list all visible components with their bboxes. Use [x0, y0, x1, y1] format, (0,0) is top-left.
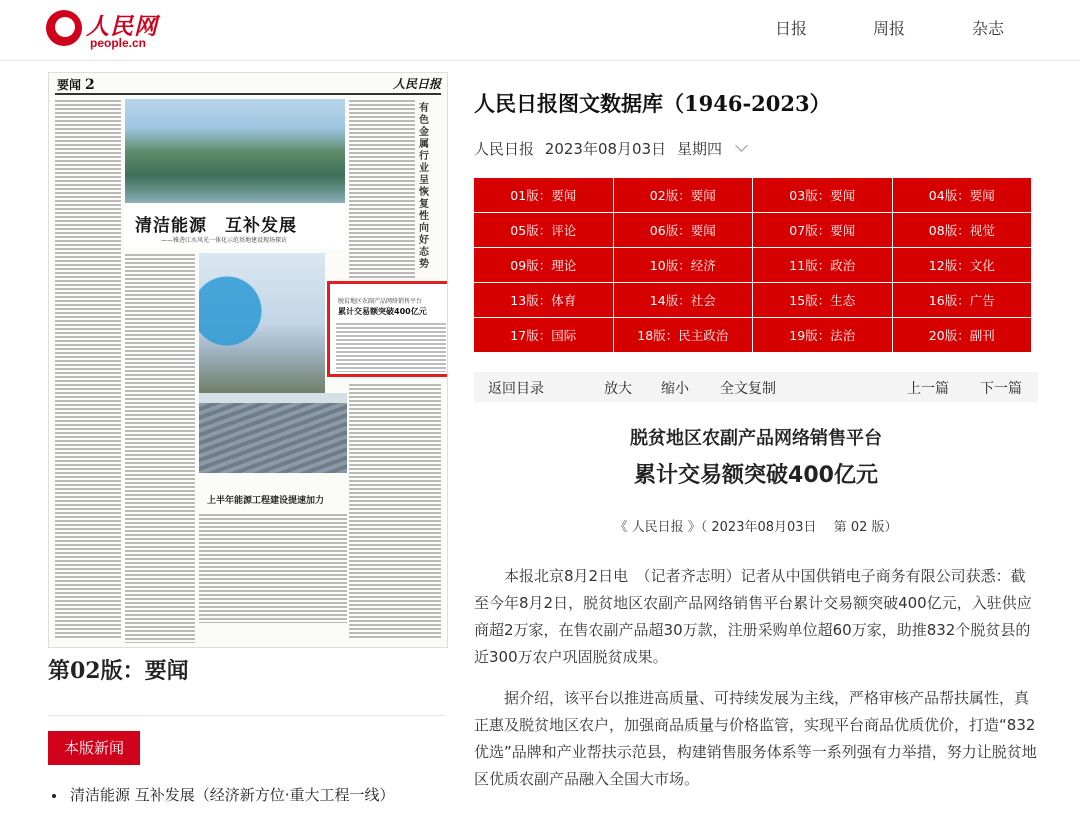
edition-link[interactable]: 10版：经济: [614, 248, 753, 282]
paper-photo-reservoir: [125, 99, 345, 217]
back-to-index-button[interactable]: 返回目录: [488, 381, 544, 397]
section-news-button[interactable]: 本版新闻: [48, 731, 140, 765]
chevron-down-icon[interactable]: [735, 139, 748, 152]
edition-link[interactable]: 05版：评论: [474, 213, 613, 247]
paper-page-section: 要闻 2: [57, 77, 95, 93]
paper-text-column: [349, 383, 441, 639]
edition-link[interactable]: 06版：要闻: [614, 213, 753, 247]
edition-link[interactable]: 02版：要闻: [614, 178, 753, 212]
paper-headline: 清洁能源 互补发展: [135, 216, 297, 236]
article-source-meta: 《 人民日报 》（ 2023年08月03日 第 02 版）: [614, 520, 898, 535]
edition-link[interactable]: 07版：要闻: [753, 213, 892, 247]
edition-link[interactable]: 08版：视觉: [893, 213, 1032, 247]
paper-subheadline: ——雅砻江水风光一体化示范基地建设现场探访: [161, 237, 288, 244]
newspaper-page-image[interactable]: [48, 72, 448, 648]
copy-all-button[interactable]: 全文复制: [720, 381, 776, 397]
edition-link[interactable]: 16版：广告: [893, 283, 1032, 317]
edition-label: 第02版：要闻: [48, 658, 189, 684]
edition-link[interactable]: 13版：体育: [474, 283, 613, 317]
highlight-line2: 累计交易额突破400亿元: [338, 307, 427, 316]
related-article-link[interactable]: 清洁能源 互补发展（经济新方位·重大工程一线）: [52, 784, 395, 805]
logo-mark-icon: [46, 10, 82, 46]
edition-link[interactable]: 18版：民主政治: [614, 318, 753, 352]
zoom-in-button[interactable]: 放大: [604, 381, 632, 397]
date-selector[interactable]: [474, 138, 746, 159]
paper-text-column: [349, 99, 415, 279]
logo-text: 人民网: [86, 13, 158, 40]
edition-link[interactable]: 19版：法治: [753, 318, 892, 352]
site-header: [0, 0, 1080, 61]
paper-second-headline: 上半年能源工程建设提速加力: [207, 496, 325, 506]
article-toolbar: [474, 372, 1038, 402]
next-article-button[interactable]: 下一篇: [980, 381, 1022, 397]
article-paragraph: 据介绍，该平台以推进高质量、可持续发展为主线，严格审核产品帮扶属性，真正惠及脱贫地区农户，加强商品质量与价格监管，实现平台商品优质优价，打造“832优选”品牌和产业帮扶示范县，构建销售服务体系等一系列强有力举措，努力让脱贫地区优质农副产品融入全国大市场。: [474, 689, 1037, 788]
bullet-icon: [52, 794, 56, 798]
article-title: 累计交易额突破400亿元: [634, 463, 878, 488]
people-logo[interactable]: [46, 8, 166, 52]
paper-text-column: [199, 513, 347, 623]
paper-name: 人民日报: [474, 140, 535, 158]
edition-link[interactable]: 14版：社会: [614, 283, 753, 317]
zoom-out-button[interactable]: 缩小: [661, 381, 689, 397]
highlighted-article-box[interactable]: [327, 281, 448, 377]
paper-text-column: [55, 99, 121, 639]
edition-link[interactable]: 09版：理论: [474, 248, 613, 282]
nav-magazine[interactable]: 杂志: [972, 19, 1005, 38]
divider: [48, 715, 444, 716]
edition-link[interactable]: 04版：要闻: [893, 178, 1032, 212]
nav-weekly[interactable]: 周报: [873, 19, 906, 38]
nav-daily[interactable]: 日报: [775, 19, 808, 38]
issue-date: 2023年08月03日: [544, 140, 667, 158]
database-title: 人民日报图文数据库（1946-2023）: [474, 91, 831, 116]
edition-link[interactable]: 12版：文化: [893, 248, 1032, 282]
edition-link[interactable]: 15版：生态: [753, 283, 892, 317]
logo-domain: people.cn: [90, 36, 147, 50]
article-pretitle: 脱贫地区农副产品网络销售平台: [630, 428, 882, 449]
prev-article-button[interactable]: 上一篇: [907, 381, 949, 397]
issue-weekday: 星期四: [676, 140, 722, 158]
edition-link[interactable]: 11版：政治: [753, 248, 892, 282]
article-paragraph: 本报北京8月2日电 （记者齐志明）记者从中国供销电子商务有限公司获悉：截至今年8月2日，脱贫地区农副产品网络销售平台累计交易额突破400亿元，入驻供应商超2万家，在售农副产品超30万款，注册采购单位超60万家，助推832个脱贫县的近300万农户巩固脱贫成果。: [474, 567, 1032, 666]
edition-link[interactable]: 17版：国际: [474, 318, 613, 352]
paper-photo-solar: [199, 403, 347, 473]
highlight-line1: 脱贫地区农副产品网络销售平台: [338, 298, 423, 305]
paper-text-column: [125, 253, 195, 643]
paper-masthead: 人民日报: [392, 77, 441, 91]
paper-infographic: [199, 261, 269, 361]
edition-link[interactable]: 01版：要闻: [474, 178, 613, 212]
edition-grid: [474, 178, 1031, 352]
paper-side-title: 有色金属行业呈恢复性向好态势: [419, 103, 429, 270]
edition-link[interactable]: 03版：要闻: [753, 178, 892, 212]
edition-link[interactable]: 20版：副刊: [893, 318, 1032, 352]
paper-page-header: [55, 77, 441, 95]
article-body: [474, 563, 1038, 807]
